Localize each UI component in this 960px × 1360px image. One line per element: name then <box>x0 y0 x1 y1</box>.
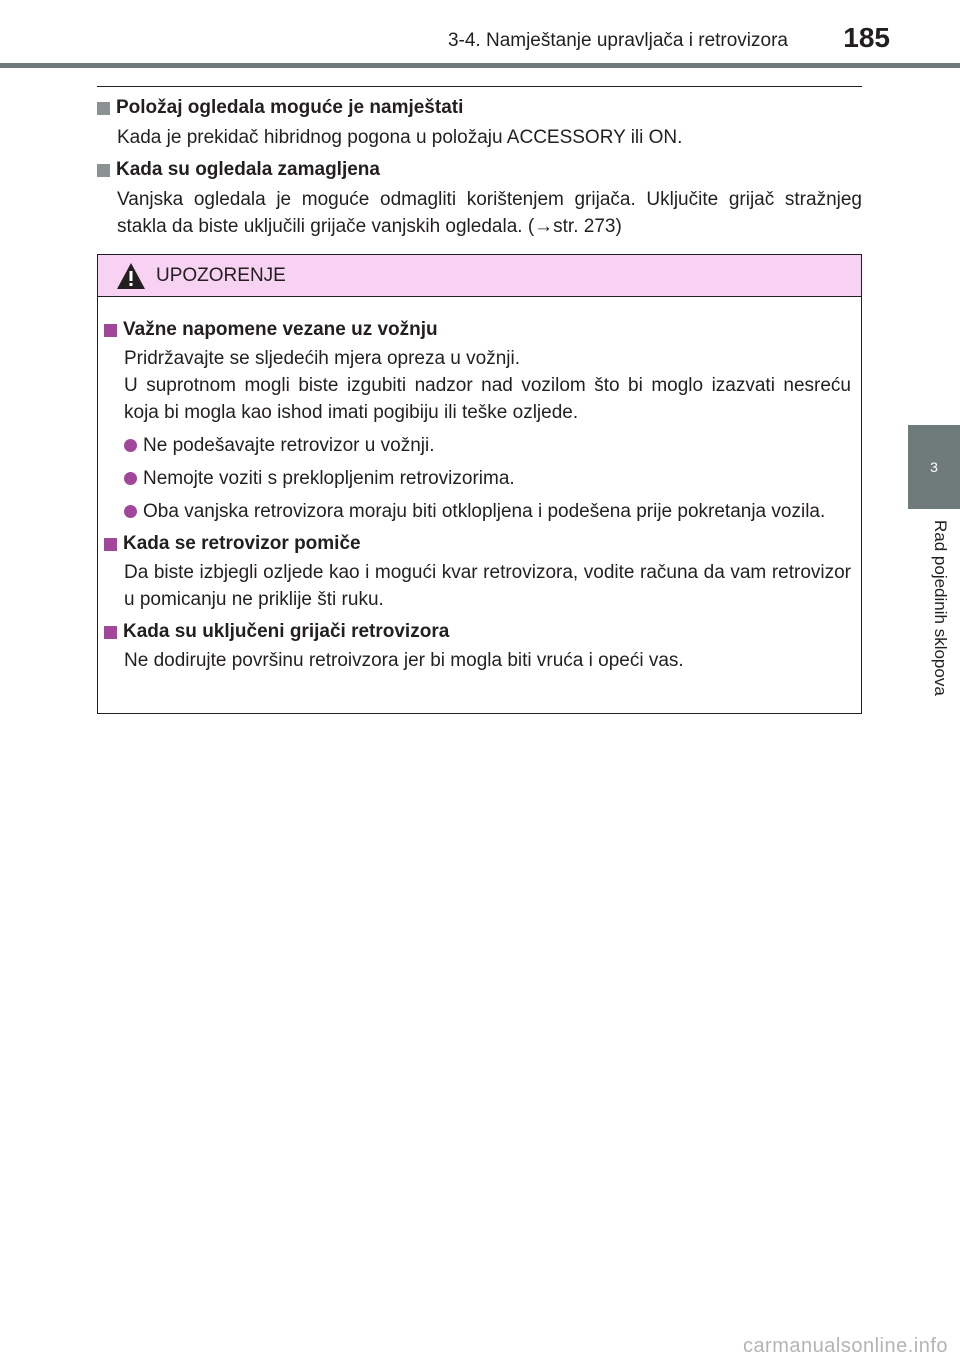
section-title-text: Kada su ogledala zamagljena <box>116 159 380 180</box>
section-title-text: Položaj ogledala moguće je namještati <box>116 97 464 118</box>
round-bullet-icon <box>124 472 137 485</box>
warning-bullet-text: Ne podešavajte retrovizor u vožnji. <box>143 435 435 456</box>
chapter-number: 3 <box>930 459 938 475</box>
warning-bullet-text: Oba vanjska retrovizora moraju biti otklopljena i podešena prije pokretanja vozila. <box>143 501 826 522</box>
page-number: 185 <box>843 22 890 53</box>
main-content <box>97 93 862 246</box>
chapter-label: Rad pojedinih sklopova <box>931 520 950 696</box>
warning-item-text: Da biste izbjegli ozljede kao i mogući kvar retrovizora, vodite računa da vam retrovizor u pomicanju ne priklije šti ruku. <box>124 562 851 610</box>
warning-heading: UPOZORENJE <box>156 264 286 286</box>
section-mirror-adjust <box>97 95 862 151</box>
warning-item-title <box>104 619 851 645</box>
warning-item-title-text: Važne napomene vezane uz vožnju <box>123 319 438 340</box>
warning-bullet <box>124 498 851 525</box>
section-text: Kada je prekidač hibridnog pogona u položaju ACCESSORY ili ON. <box>117 127 683 148</box>
square-bullet-icon <box>97 164 110 177</box>
warning-item-title <box>104 531 851 557</box>
warning-item-moving <box>104 531 851 613</box>
section-text: Vanjska ogledala je moguće odmagliti korištenjem grijača. Uključite grijač stražnjeg stakla da biste uključili grijače vanjskih ogledala. (→str. 273) <box>117 189 862 237</box>
warning-item-text: Ne dodirujte površinu retroivzora jer bi mogla biti vruća i opeći vas. <box>124 650 684 671</box>
warning-item-driving <box>104 317 851 525</box>
header-title: 3-4. Namještanje upravljača i retrovizora <box>447 30 788 51</box>
square-bullet-icon <box>97 102 110 115</box>
section-title <box>97 157 862 183</box>
warning-bullet-text: Nemojte voziti s preklopljenim retrovizorima. <box>143 468 515 489</box>
warning-item-text <box>124 345 851 426</box>
warning-text-line: Pridržavajte se sljedećih mjera opreza u vožnji. <box>124 348 521 369</box>
warning-bullet <box>124 432 851 459</box>
square-bullet-icon <box>104 324 117 337</box>
warning-text-line: U suprotnom mogli biste izgubiti nadzor nad vozilom što bi moglo izazvati nesreću koja bi mogla kao ishod imati pogibiju ili teške ozljede. <box>124 375 851 423</box>
chapter-tab <box>908 425 960 509</box>
warning-item-heaters <box>104 619 851 674</box>
warning-body <box>98 297 861 674</box>
square-bullet-icon <box>104 626 117 639</box>
watermark: carmanualsonline.info <box>742 1335 948 1357</box>
warning-header <box>98 255 861 297</box>
warning-bullet <box>124 465 851 492</box>
warning-item-title-text: Kada su uključeni grijači retrovizora <box>123 621 450 642</box>
square-bullet-icon <box>104 538 117 551</box>
round-bullet-icon <box>124 505 137 518</box>
header-rule <box>0 63 960 68</box>
section-mirror-fogged <box>97 157 862 240</box>
warning-item-title <box>104 317 851 343</box>
section-title <box>97 95 862 121</box>
round-bullet-icon <box>124 439 137 452</box>
warning-box <box>97 254 862 714</box>
warning-triangle-icon <box>116 262 146 290</box>
content-rule <box>97 86 862 87</box>
warning-item-title-text: Kada se retrovizor pomiče <box>123 533 361 554</box>
